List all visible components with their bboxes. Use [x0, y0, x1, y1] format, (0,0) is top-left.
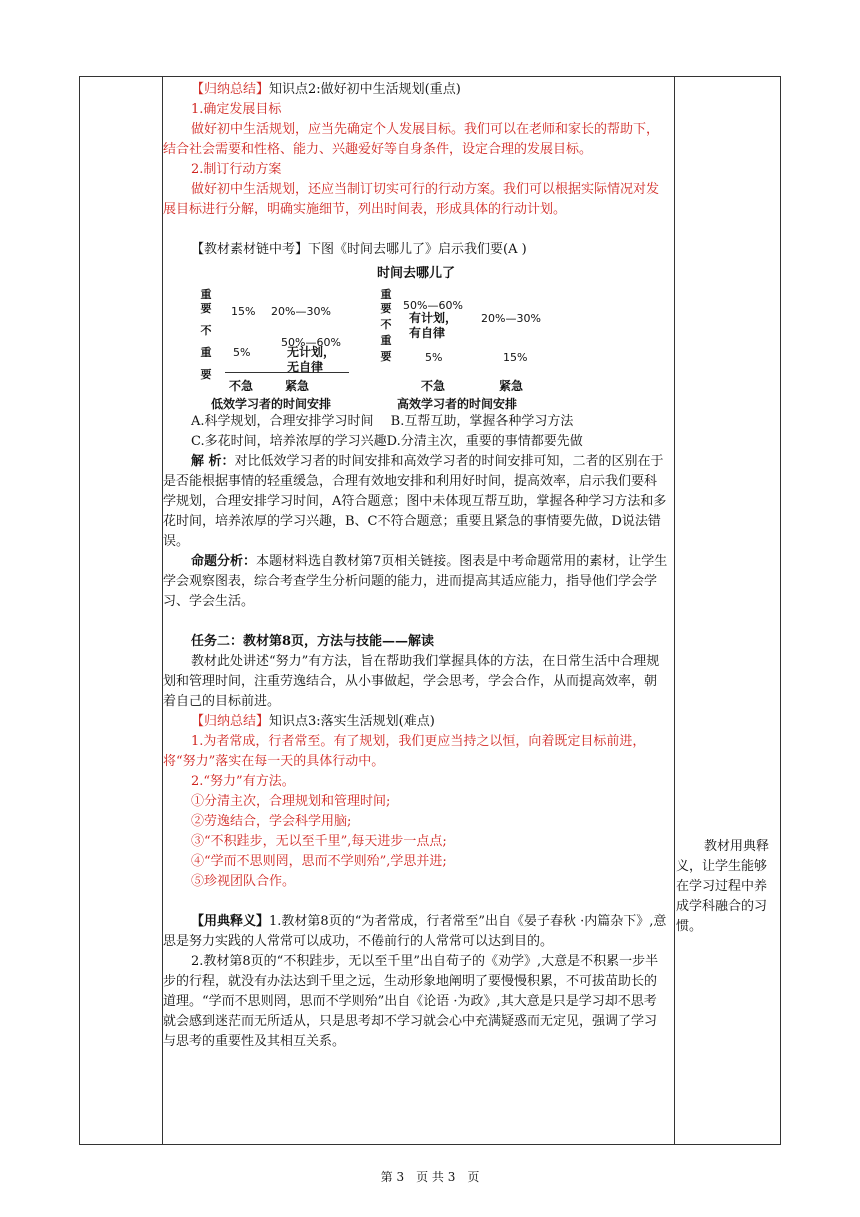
summary3-item: ②劳逸结合，学会科学用脑; — [191, 814, 352, 829]
y-axis-char: 重 — [380, 334, 392, 347]
y-axis-char: 不 — [200, 324, 212, 337]
summary3-heading: 【归纳总结】知识点3:落实生活规划(难点) — [191, 714, 435, 729]
classic-p2: 2.教材第8页的“不积跬步，无以至千里”出自荀子的《劝学》,大意是不积累一步半步的行程，就没有办法达到千里之远，生动形象地阐明了要慢慢积累，不可拔苗助长的道理。“学而不思则罔，思而不学则殆”出自《论语 ·为政》,其大意是只是学习却不思考就会感到迷茫而无所适从，只是思考却不学习就会心中充满疑惑而无定见，强调了学习与思考的重要性及其相互关系。 — [163, 954, 659, 1049]
right-note-line-2: 有自律 — [409, 326, 446, 340]
left-cell-important-urgent: 20%—30% — [271, 305, 331, 318]
y-axis-char: 要 — [200, 368, 212, 381]
right-cell-important-not-urgent: 50%—60% — [403, 299, 463, 312]
right-x-label: 不急 — [421, 379, 446, 393]
exam-option-row: C.多花时间，培养浓厚的学习兴趣D.分清主次，重要的事情都要先做 — [191, 434, 583, 449]
y-axis-char: 要 — [380, 302, 392, 315]
right-y-axis — [379, 288, 393, 364]
left-cell-unimportant-not-urgent: 5% — [233, 346, 251, 359]
summary2-title-2: 2.制订行动方案 — [191, 162, 282, 177]
summary3-item: ①分清主次，合理规划和管理时间; — [191, 794, 391, 809]
y-axis-char: 要 — [380, 350, 392, 363]
y-axis-char: 重 — [200, 288, 212, 301]
side-note: 教材用典释义，让学生能够在学习过程中养成学科融合的习惯。 — [676, 839, 770, 934]
summary2-text-1: 做好初中生活规划，应当先确定个人发展目标。我们可以在老师和家长的帮助下，结合社会需要和性格、能力、兴趣爱好等自身条件，设定合理的发展目标。 — [163, 122, 660, 157]
left-x-label: 不急 — [229, 379, 254, 393]
right-cell-unimportant-urgent: 15% — [503, 351, 528, 364]
exam-mingti: 命题分析：本题材料选自教材第7页相关链接。图表是中考命题常用的素材，让学生学会观察图表，综合考查学生分析问题的能力，进而提高其适应能力，指导他们学会学习、学会生活。 — [163, 554, 668, 609]
y-axis-char: 不 — [380, 318, 392, 331]
y-axis-char: 要 — [200, 302, 212, 315]
summary3-item: ⑤珍视团队合作。 — [191, 874, 296, 889]
right-cell-important-urgent: 20%—30% — [481, 312, 541, 325]
summary2-title-1: 1.确定发展目标 — [191, 102, 282, 117]
summary3-item: ③“不积跬步，无以至千里”,每天进步一点点; — [191, 834, 447, 849]
right-note-line-1: 有计划， — [409, 311, 458, 325]
exam-option-row: A.科学规划，合理安排学习时间 B.互帮互助，掌握各种学习方法 — [191, 414, 574, 429]
page-footer: 第 3 页 共 3 页 — [380, 1170, 480, 1184]
task2-title: 任务二：教材第8页，方法与技能——解读 — [191, 634, 435, 649]
column-divider-right — [674, 77, 675, 1144]
left-panel-name: 低效学习者的时间安排 — [211, 397, 332, 411]
time-chart — [163, 286, 669, 411]
y-axis-char: 重 — [380, 288, 392, 301]
left-x-label: 紧急 — [285, 379, 310, 393]
y-axis-char: 重 — [200, 346, 212, 359]
chart-title: 时间去哪儿了 — [376, 266, 455, 281]
left-note-line-2: 无自律 — [287, 360, 324, 374]
summary3-item: ④“学而不思则罔，思而不学则殆”,学思并进; — [191, 854, 447, 869]
exam-analysis: 解 析：对比低效学习者的时间安排和高效学习者的时间安排可知，二者的区别在于是否能根据事情的轻重缓急，合理有效地安排和利用好时间，提高效率，启示我们要科学规划，合理安排学习时间，A符合题意；图中未体现互帮互助，掌握各种学习方法和多花时间，培养浓厚的学习兴趣，B、C不符合题意；重要且紧急的事情要先做，D说法错误。 — [163, 454, 667, 549]
left-cell-unimportant-urgent: 50%—60% — [281, 336, 341, 349]
task2-intro: 教材此处讲述“努力”有方法，旨在帮助我们掌握具体的方法，在日常生活中合理规划和管理时间，注重劳逸结合，从小事做起，学会思考，学会合作，从而提高效率，朝着自己的目标前进。 — [163, 654, 660, 709]
summary2-heading: 【归纳总结】知识点2:做好初中生活规划(重点) — [191, 82, 461, 97]
classic-p1: 【用典释义】1.教材第8页的“为者常成，行者常至”出自《晏子春秋 ·内篇杂下》,意思是努力实践的人常常可以成功，不倦前行的人常常可以达到目的。 — [163, 914, 667, 949]
left-cell-important-not-urgent: 15% — [231, 305, 256, 318]
summary2-text-2: 做好初中生活规划，还应当制订切实可行的行动方案。我们可以根据实际情况对发展目标进行分解，明确实施细节，列出时间表，形成具体的行动计划。 — [163, 182, 660, 217]
summary3-p1: 1.为者常成，行者常至。有了规划，我们更应当持之以恒，向着既定目标前进，将“努力”落实在每一天的具体行动中。 — [163, 734, 646, 769]
right-panel-name: 高效学习者的时间安排 — [397, 397, 518, 411]
main-column — [163, 80, 669, 1052]
exam-question: 【教材素材链中考】下图《时间去哪儿了》启示我们要(A ) — [191, 242, 527, 257]
left-note-line-1: 无计划， — [287, 345, 336, 359]
summary3-p2: 2.“努力”有方法。 — [191, 774, 295, 789]
exam-options — [163, 412, 669, 452]
right-x-label: 紧急 — [499, 379, 524, 393]
left-x-axis — [225, 372, 349, 373]
right-cell-unimportant-not-urgent: 5% — [425, 351, 443, 364]
left-y-axis — [199, 288, 213, 382]
